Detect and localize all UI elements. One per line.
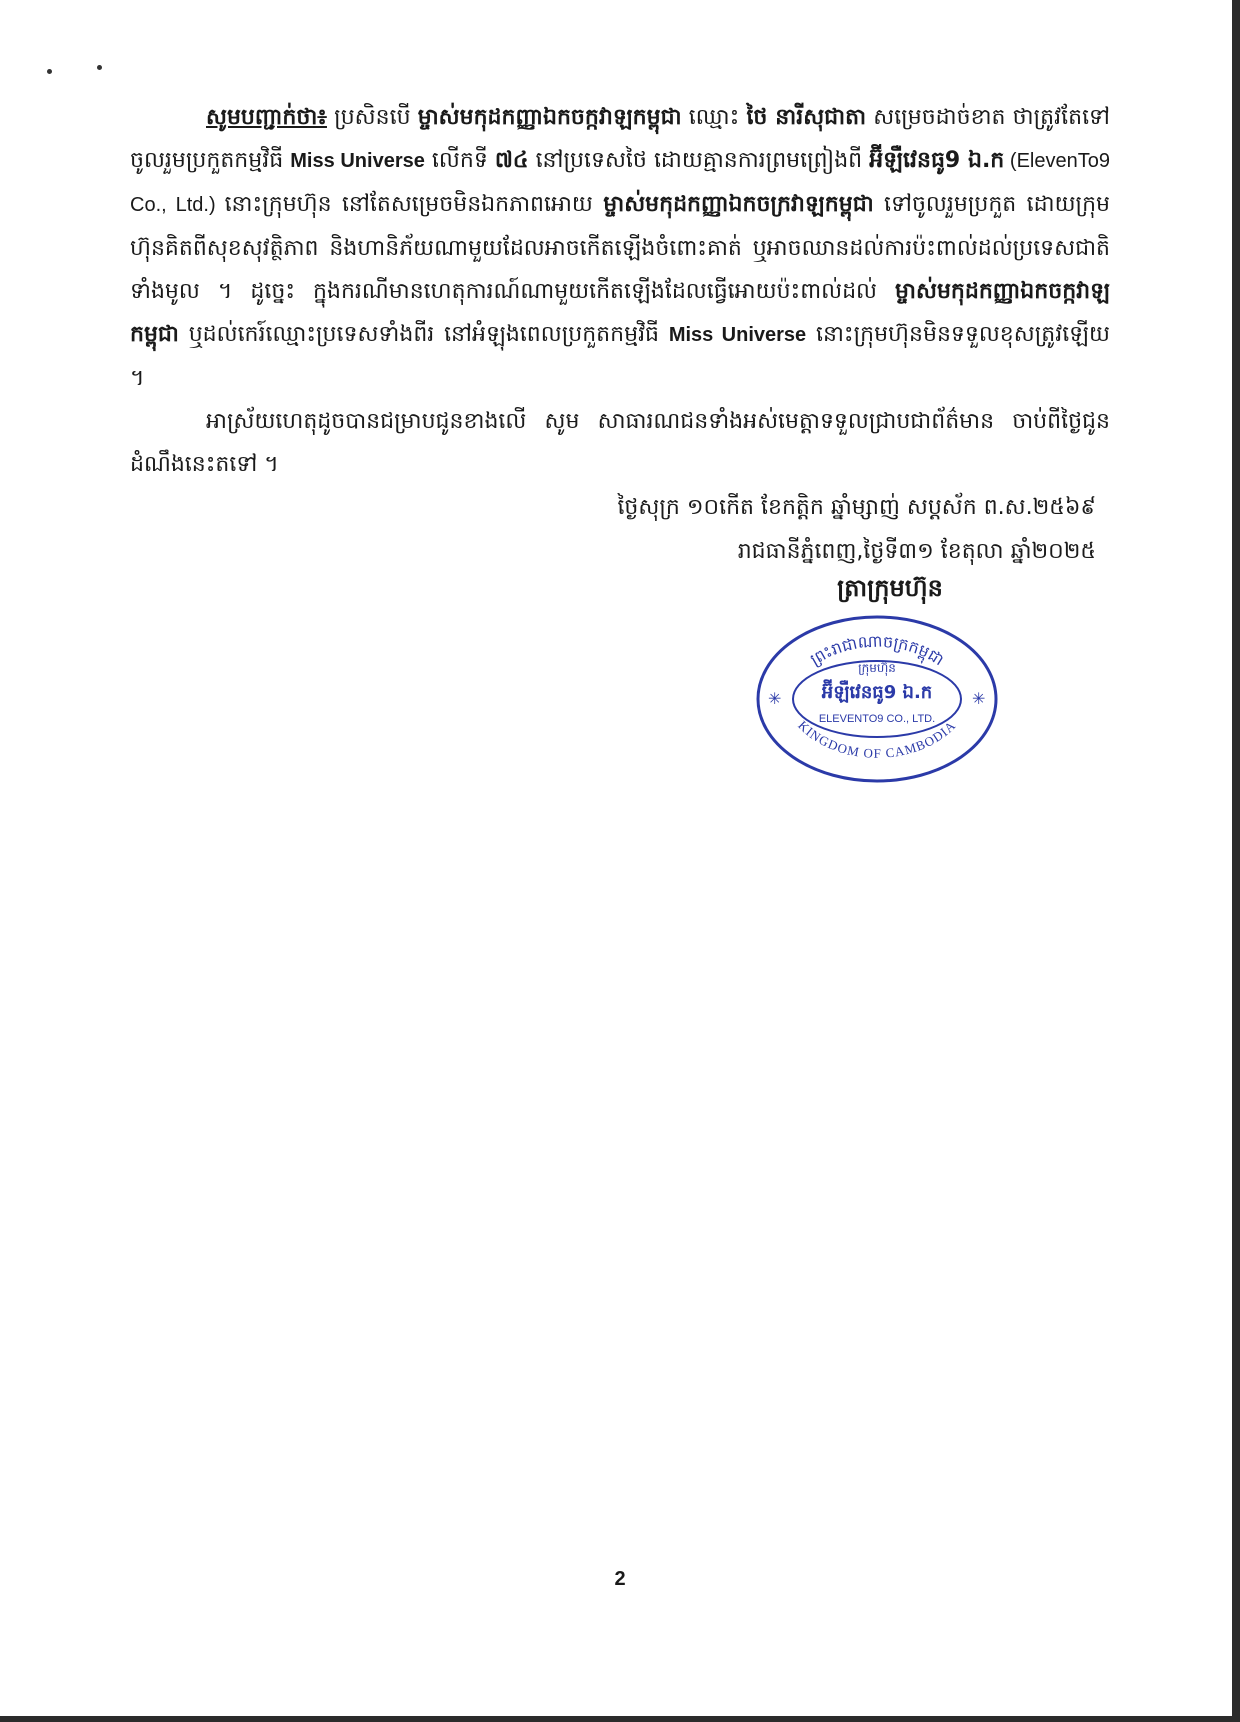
contestant-name: ថៃ នារីសុជាតា — [746, 105, 867, 130]
text-run: សម្រេចដាច់ខាត ថាត្រូវតែទៅចូលរួមប្រកួតកម្មវិធី — [130, 105, 1110, 173]
paragraph-conclusion: អាស្រ័យហេតុដូចបានជម្រាបជូនខាងលើ សូម សាធារណជនទាំងអស់មេត្តាទទួលជ្រាបជាព័ត៌មាន ចាប់ពីថ្ងៃជូនដំណឹងនេះតទៅ ។ — [130, 409, 1110, 477]
event-name: Miss Universe — [668, 324, 807, 346]
seal-star-icon: ✳ — [972, 689, 986, 708]
scan-speck — [47, 69, 52, 74]
text-run: ប្រសិនបើ — [326, 105, 418, 130]
letter-body — [130, 96, 1110, 486]
title-holder: ម្ចាស់មកុដកញ្ញាឯកចក្កវាឡកម្ពុជា — [417, 105, 682, 130]
text-run: ឈ្មោះ — [681, 105, 747, 130]
seal-top-arc: ព្រះរាជាណាចក្រកម្ពុជា — [806, 631, 948, 670]
company-name-en: (ElevenTo9 Co., Ltd.) — [130, 150, 1110, 216]
signature-title: ត្រាក្រុមហ៊ុន — [837, 574, 943, 602]
company-seal — [754, 614, 1000, 784]
paragraph-notice — [130, 96, 1110, 400]
edition-number: ៧៤ — [494, 148, 529, 173]
seal-name-en: ELEVENTO9 CO., LTD. — [818, 713, 936, 725]
seal-name-km: អ៊ីឡឺវេនធូ9 ឯ.ក — [821, 682, 933, 703]
text-run: ឬដល់កេរ៍ឈ្មោះប្រទេសទាំងពីរ នៅអំឡុងពេលប្រកួតកម្មវិធី — [178, 322, 669, 347]
text-run: នៅប្រទេសថៃ ដោយគ្មានការព្រមព្រៀងពី — [528, 148, 870, 173]
notice-label: សូមបញ្ជាក់ថា៖ — [206, 105, 327, 130]
lunar-date: ថ្ងៃសុក្រ ១០កើត ខែកត្តិក ឆ្នាំម្សាញ់ សប្តស័ក ព.ស.២៥៦៩ — [617, 495, 1096, 520]
title-holder: ម្ចាស់មកុដកញ្ញាឯកចក្កវាឡកម្ពុជា — [130, 279, 1110, 347]
text-run: នោះក្រុមហ៊ុន នៅតែសម្រេចមិនឯកភាពអោយ — [224, 192, 604, 217]
scan-speck — [97, 65, 102, 70]
text-run: ទៅចូលរួមប្រកួត ដោយក្រុមហ៊ុនគិតពីសុខសុវត្ថិភាព និងហានិភ័យណាមួយដែលអាចកើតឡើងចំពោះគាត់ ឬអាចឈានដល់ការប៉ះពាល់ដល់ប្រទេសជាតិទាំងមូល ។ ដូច្នេះ ក្នុងករណីមានហេតុការណ៍ណាមួយកើតឡើងដែលធ្វើអោយប៉ះពាល់ដល់ — [130, 192, 1110, 304]
text-run: លើកទី — [424, 148, 495, 173]
page-number: 2 — [614, 1568, 626, 1590]
seal-star-icon: ✳ — [768, 689, 782, 708]
seal-label: ក្រុមហ៊ុន — [858, 661, 896, 675]
company-name-km: អ៊ីឡឺវេនធូ9 ឯ.ក — [869, 148, 1005, 173]
seal-bottom-arc: KINGDOM OF CAMBODIA — [795, 717, 959, 761]
event-name: Miss Universe — [290, 150, 425, 172]
solar-date: រាជធានីភ្នំពេញ,ថ្ងៃទី៣១ ខែតុលា ឆ្នាំ២០២៥ — [737, 539, 1096, 564]
date-block — [617, 486, 1096, 574]
title-holder: ម្ចាស់មកុដកញ្ញាឯកចក្រវាឡកម្ពុជា — [603, 192, 874, 217]
text-run: នោះក្រុមហ៊ុនមិនទទួលខុសត្រូវឡើយ ។ — [130, 322, 1110, 391]
